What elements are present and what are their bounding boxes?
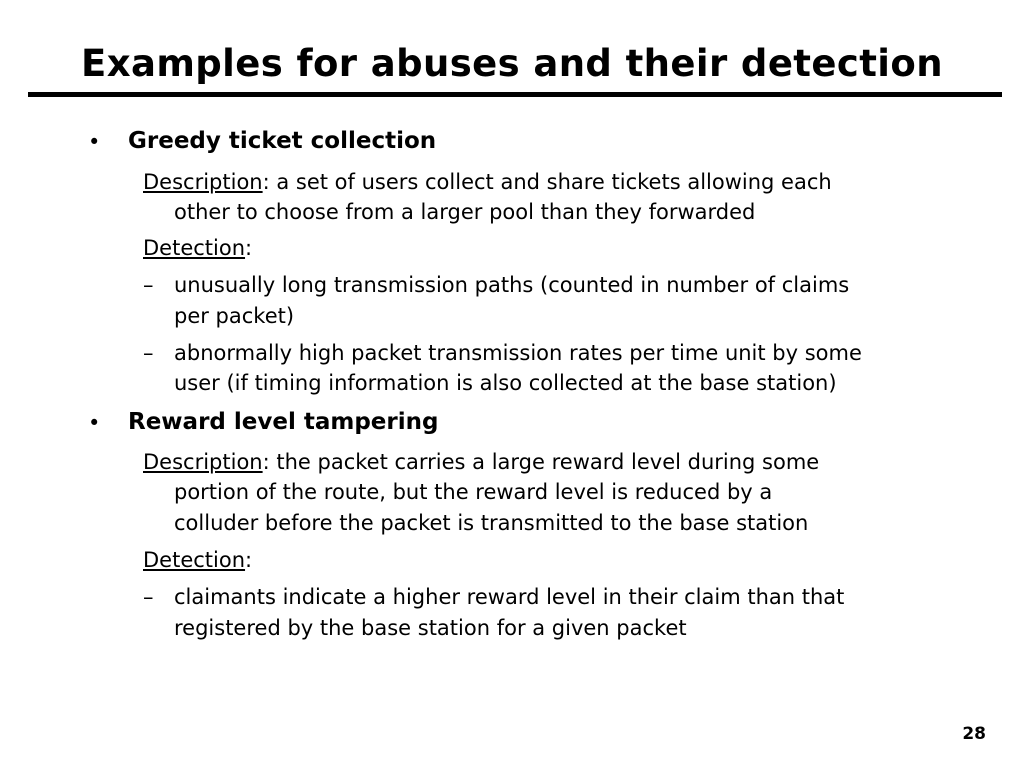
description-label: Description xyxy=(143,170,263,194)
label-colon: : xyxy=(262,170,270,194)
description-label: Description xyxy=(143,450,263,474)
description-continuation: other to choose from a larger pool than they forwarded xyxy=(174,200,756,224)
description-line xyxy=(143,447,819,477)
dash-marker: – xyxy=(143,273,154,297)
slide-title: Examples for abuses and their detection xyxy=(81,42,943,85)
dash-marker: – xyxy=(143,585,154,609)
detection-item-text: unusually long transmission paths (counted in number of claims xyxy=(174,273,850,297)
detection-item-text: user (if timing information is also collected at the base station) xyxy=(174,371,837,395)
description-text: a set of users collect and share tickets allowing each xyxy=(269,170,832,194)
detection-label: Detection xyxy=(143,236,246,260)
description-text: the packet carries a large reward level during some xyxy=(269,450,820,474)
detection-item-text: claimants indicate a higher reward level in their claim than that xyxy=(174,585,845,609)
detection-item-text: abnormally high packet transmission rates per time unit by some xyxy=(174,341,862,365)
label-colon: : xyxy=(245,236,253,260)
detection-label: Detection xyxy=(143,548,246,572)
bullet-marker: • xyxy=(88,130,101,154)
section-heading-greedy-ticket-collection: Greedy ticket collection xyxy=(128,128,437,154)
title-underline xyxy=(28,92,1002,97)
detection-line xyxy=(143,545,252,575)
label-colon: : xyxy=(245,548,253,572)
detection-item-text: per packet) xyxy=(174,304,295,328)
section-heading-reward-level-tampering: Reward level tampering xyxy=(128,409,439,435)
label-colon: : xyxy=(262,450,270,474)
description-continuation: colluder before the packet is transmitted to the base station xyxy=(174,511,809,535)
dash-marker: – xyxy=(143,341,154,365)
detection-line xyxy=(143,233,252,263)
description-continuation: portion of the route, but the reward level is reduced by a xyxy=(174,480,773,504)
page-number: 28 xyxy=(962,724,986,744)
description-line xyxy=(143,167,832,197)
detection-item-text: registered by the base station for a given packet xyxy=(174,616,687,640)
bullet-marker: • xyxy=(88,411,101,435)
